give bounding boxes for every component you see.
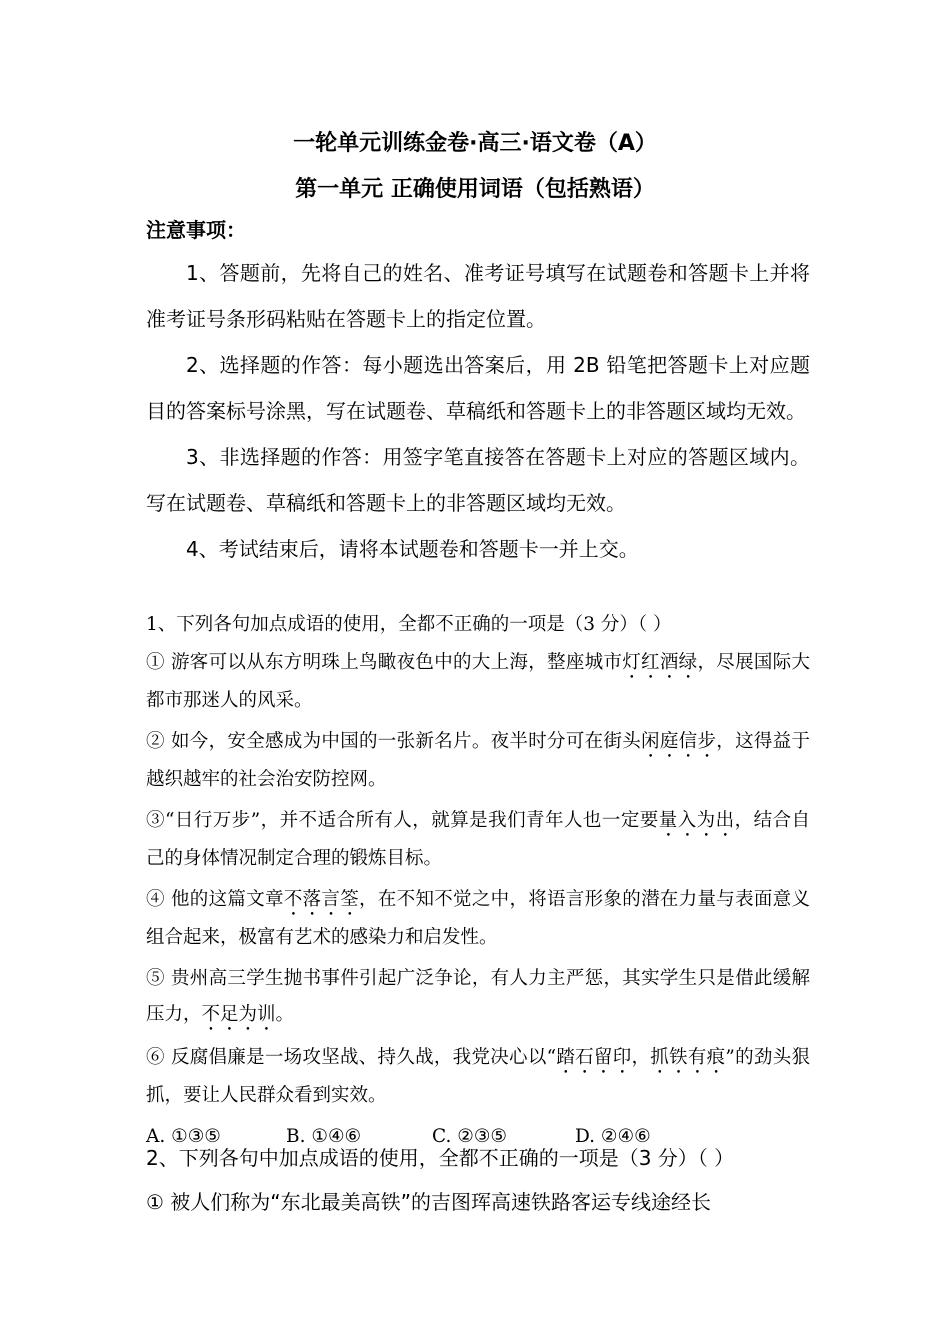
item-text: ，结合自己的身体情况制定合理的锻炼目标。 <box>146 810 810 869</box>
note-item: 1、答题前，先将自己的姓名、准考证号填写在试题卷和答题卡上并将准考证号条形码粘贴在答题卡上的指定位置。 <box>146 261 810 331</box>
notes-heading: 注意事项： <box>146 218 246 242</box>
dotted-idiom: 灯红酒绿 <box>622 652 698 673</box>
choice-d: D. ②④⑥ <box>575 1126 651 1147</box>
question-item <box>146 724 810 798</box>
note-item: 3、非选择题的作答：用签字笔直接答在答题卡上对应的答题区域内。写在试题卷、草稿纸和答题卡上的非答题区域均无效。 <box>146 445 810 515</box>
note-item: 2、选择题的作答：每小题选出答案后，用 2B 铅笔把答题卡上对应题目的答案标号涂黑，写在试题卷、草稿纸和答题卡上的非答题区域均无效。 <box>146 353 810 423</box>
dotted-idiom: 闲庭信步 <box>641 731 717 752</box>
question-stem: 1、下列各句加点成语的使用，全都不正确的一项是（3 分）（ ） <box>146 614 672 635</box>
page-title: 一轮单元训练金卷·高三·语文卷（A） <box>293 131 657 156</box>
note-item: 4、考试结束后，请将本试题卷和答题卡一并上交。 <box>186 537 639 561</box>
question-item <box>146 645 810 719</box>
choice-c: C. ②③⑤ <box>432 1126 508 1147</box>
dotted-idiom: 不落言筌 <box>283 889 360 910</box>
unit-subtitle: 第一单元 正确使用词语（包括熟语） <box>295 177 655 202</box>
question-item <box>146 803 810 877</box>
item-text: ② 如今，安全感成为中国的一张新名片。夜半时分可在街头 <box>146 731 642 752</box>
item-text: ，在不知不觉之中，将语言形象的潜在力量与表面意义组合起来，极富有艺术的感染力和启发性。 <box>146 889 810 948</box>
question-item <box>146 1040 810 1114</box>
item-text: ⑤ 贵州高三学生抛书事件引起广泛争论，有人力主严惩，其实学生只是借此缓解压力， <box>146 968 810 1025</box>
question-item: ① 被人们称为“东北最美高铁”的吉图珲高速铁路客运专线途经长 <box>146 1190 712 1214</box>
item-text: ，这得益于越织越牢的社会治安防控网。 <box>146 731 810 790</box>
item-text: ① 游客可以从东方明珠上鸟瞰夜色中的大上海，整座城市 <box>146 652 623 673</box>
choice-a: A. ①③⑤ <box>146 1126 221 1147</box>
question-2 <box>146 1136 810 1224</box>
item-text: ”的劲头狠抓，要让人民群众看到实效。 <box>146 1047 810 1106</box>
item-text: ，尽展国际大都市那迷人的风采。 <box>146 652 810 711</box>
item-text: ⑥ 反腐倡廉是一场攻坚战、持久战，我党决心以“ <box>146 1047 557 1068</box>
dotted-idiom: 量入为出 <box>658 810 735 831</box>
dotted-idiom: 不足为训 <box>201 1004 276 1025</box>
choice-b: B. ①④⑥ <box>286 1126 362 1147</box>
question-stem: 2、下列各句中加点成语的使用，全都不正确的一项是（3 分）（ ） <box>146 1146 735 1170</box>
item-text: 。 <box>275 1004 295 1025</box>
item-text: ③“日行万步”，并不适合所有人，就算是我们青年人也一定要 <box>146 810 659 831</box>
question-1 <box>146 607 810 1155</box>
question-item <box>146 882 810 956</box>
dotted-idiom: 踏石留印，抓铁有痕 <box>556 1047 726 1068</box>
notes-list <box>146 250 810 572</box>
question-item <box>146 961 810 1035</box>
item-text: ④ 他的这篇文章 <box>146 889 284 910</box>
